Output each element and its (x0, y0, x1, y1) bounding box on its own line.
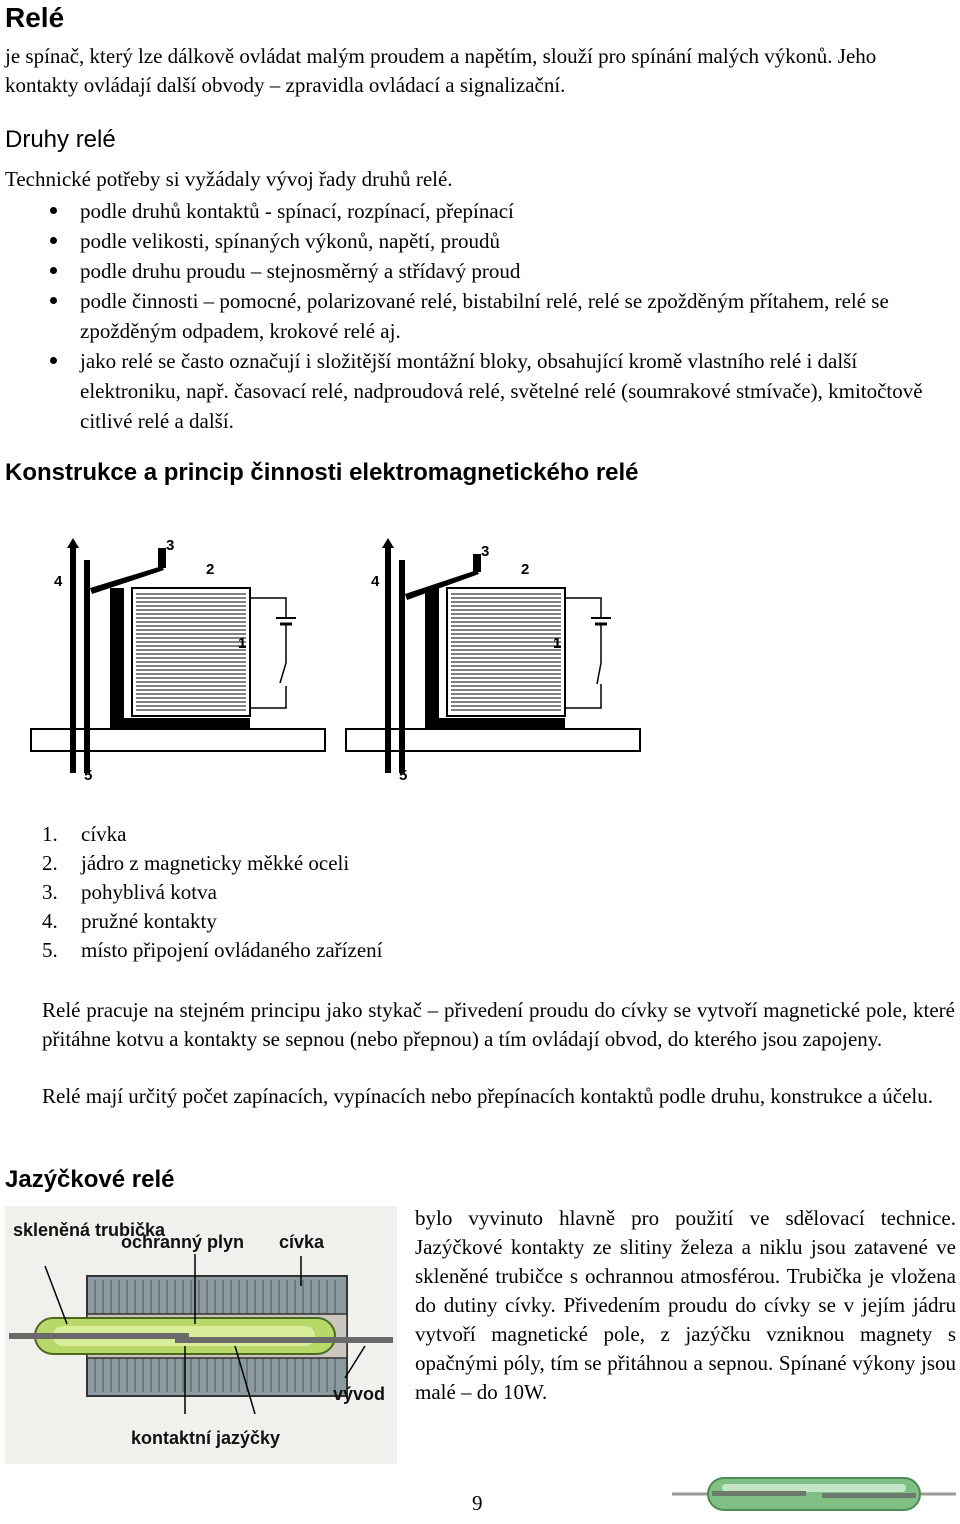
diagram-label-2: 2 (521, 561, 530, 578)
section-heading-druhy: Druhy relé (5, 126, 116, 153)
list-item: 2. jádro z magneticky měkké oceli (42, 851, 350, 875)
list-item: 1. cívka (42, 822, 127, 846)
relay-diagram-closed (345, 538, 641, 784)
diagram-label-4: 4 (371, 573, 380, 590)
parts-list (42, 820, 383, 965)
list-item: podle druhu proudu – stejnosměrný a střídavý proud (5, 256, 955, 286)
list-item: 3. pohyblivá kotva (42, 880, 217, 904)
diagram-label-2: 2 (206, 561, 215, 578)
list-item: podle druhů kontaktů - spínací, rozpínací, přepínací (5, 196, 955, 226)
bullet-icon (50, 357, 57, 364)
page-number: 9 (472, 1491, 483, 1515)
bullet-icon (50, 237, 57, 244)
section-heading-konstrukce: Konstrukce a princip činnosti elektromagnetického relé (5, 459, 639, 486)
reed-label-lead: vývod (333, 1384, 386, 1404)
intro-paragraph: je spínač, který lze dálkově ovládat malým proudem a napětím, slouží pro spínání malých výkonů. Jeho kontakty ovládají další obvody – zpravidla ovládací a signalizační. (5, 44, 877, 97)
diagram-label-3: 3 (166, 537, 175, 554)
reed-relay-figure (5, 1206, 397, 1464)
reed-label-gas: ochranný plyn (121, 1232, 245, 1252)
page-title: Relé (5, 2, 65, 33)
list-item: jako relé se často označují i složitější montážní bloky, obsahující kromě vlastního relé i další elektroniku, např. časovací relé, nadproudová relé, světelné relé (soumrakové stmívače), kmitočtově citlivé relé a další. (5, 346, 955, 436)
diagram-label-5: 5 (399, 767, 408, 784)
list-item: 5. místo připojení ovládaného zařízení (42, 938, 383, 962)
relay-diagram (30, 528, 642, 790)
contacts-paragraph: Relé mají určitý počet zapínacích, vypínacích nebo přepínacích kontaktů podle druhu, konstrukce a účelu. (42, 1084, 934, 1108)
reed-label-contacts: kontaktní jazýčky (131, 1428, 281, 1448)
list-item: 4. pružné kontakty (42, 909, 217, 933)
reed-label-glass-tube: skleněná trubička (13, 1220, 166, 1240)
reed-switch-photo (672, 1472, 956, 1516)
relay-diagram-open (30, 537, 326, 784)
list-item: podle činnosti – pomocné, polarizované relé, bistabilní relé, relé se zpožděným přítahem, relé se zpožděným odpadem, krokové relé aj. (5, 286, 955, 346)
list-item: podle velikosti, spínaných výkonů, napětí, proudů (5, 226, 955, 256)
druhy-list (5, 196, 955, 436)
reed-relay-paragraph: bylo vyvinuto hlavně pro použití ve sdělovací technice. Jazýčkové kontakty ze slitiny železa a niklu jsou zatavené ve skleněné trubičce s ochrannou atmosférou. Trubička je vložena do dutiny cívky. Přivedením proudu do cívky se v jejím jádru vytvoří magnetické pole, z jazýčku vzniknou magnety s opačnými póly, tím se přitáhnou a sepnou. Spínané výkony jsou malé – do 10W. (415, 1206, 956, 1404)
bullet-icon (50, 207, 57, 214)
diagram-label-1: 1 (553, 635, 562, 652)
diagram-label-4: 4 (54, 573, 63, 590)
bullet-icon (50, 297, 57, 304)
druhy-lead: Technické potřeby si vyžádaly vývoj řady druhů relé. (5, 167, 453, 191)
reed-label-coil: cívka (279, 1232, 325, 1252)
bullet-icon (50, 267, 57, 274)
principle-paragraph: Relé pracuje na stejném principu jako stykač – přivedení proudu do cívky se vytvoří magnetické pole, které přitáhne kotvu a kontakty se sepnou (nebo přepnou) a tím ovládají obvod, do kterého jsou zapojeny. (42, 998, 955, 1051)
diagram-label-1: 1 (238, 635, 247, 652)
diagram-label-3: 3 (481, 543, 490, 560)
diagram-label-5: 5 (84, 767, 93, 784)
section-heading-jazyckove: Jazýčkové relé (5, 1166, 175, 1193)
